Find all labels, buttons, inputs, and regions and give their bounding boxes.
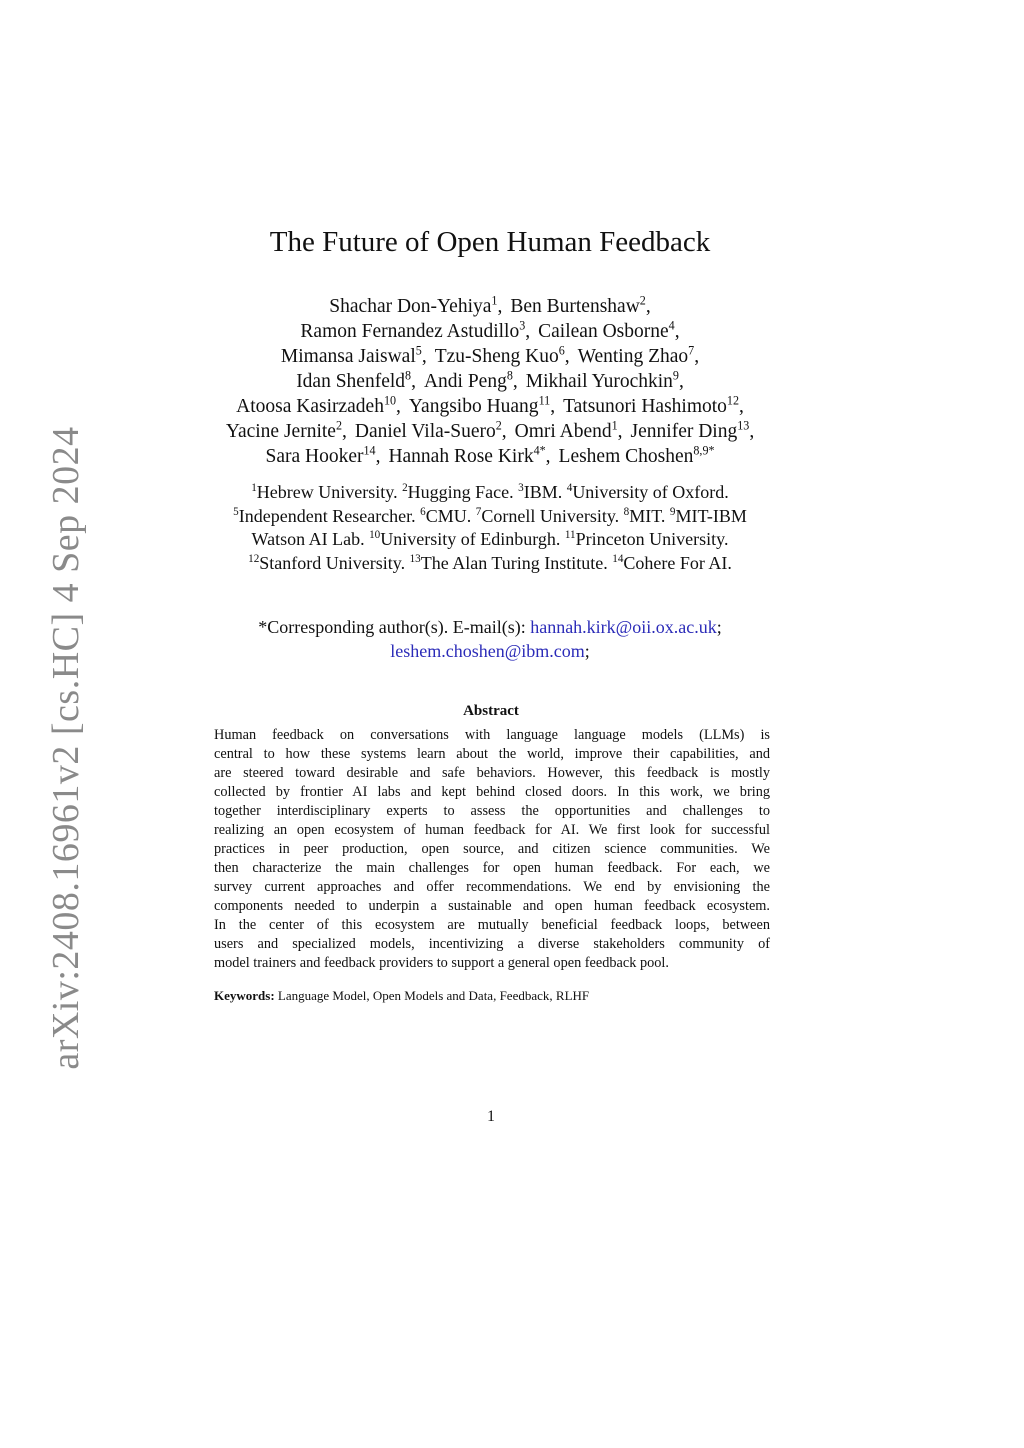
author-name: Cailean Osborne	[538, 321, 669, 342]
email-link-leshem-choshen[interactable]: leshem.choshen@ibm.com	[390, 640, 585, 661]
affiliation-number: 13	[409, 552, 421, 565]
arxiv-identifier-text: arXiv:2408.16961v2 [cs.HC] 4 Sep 2024	[45, 426, 87, 1070]
author-affiliation-marker: 13	[737, 418, 750, 433]
author-name: Yacine Jernite	[225, 421, 336, 442]
abstract-line: practices in peer production, open source, and citizen science communities. We	[214, 841, 770, 857]
abstract-line: Human feedback on conversations with language language models (LLMs) is	[214, 727, 770, 743]
author-affiliation-marker: 2	[335, 418, 342, 433]
affiliation-name: Hebrew University.	[256, 482, 398, 502]
author-affiliation-marker: 1	[611, 418, 618, 433]
author-affiliation-marker: 4*	[533, 443, 546, 458]
author-line-3: Mimansa Jaiswal$^5$, Tzu-Sheng Kuo$^6$, Wenting Zhao$^7$,	[280, 343, 700, 367]
author-line-1: Shachar Don-Yehiya$^1$, Ben Burtenshaw$^2$,	[329, 293, 651, 317]
abstract-line: together interdisciplinary experts to assess the opportunities and challenges to	[214, 803, 770, 819]
author-affiliation-marker: 11	[538, 393, 551, 408]
affiliation-name: Stanford University.	[259, 552, 406, 573]
author-affiliation-marker: 12	[726, 393, 739, 408]
author-affiliation-marker: 3	[519, 318, 526, 333]
abstract-line: In the center of this ecosystem are mutually beneficial feedback loops, between	[214, 917, 770, 933]
affiliation-name: Cornell University.	[481, 505, 620, 526]
author-name: Yangsibo Huang	[408, 396, 539, 417]
author-line-2: Ramon Fernandez Astudillo$^3$, Cailean Osborne$^4$,	[300, 318, 680, 342]
email-link-hannah-kirk[interactable]: hannah.kirk@oii.ox.ac.uk	[530, 617, 717, 637]
author-affiliation-marker: 7	[688, 343, 695, 358]
affiliation-line-3	[150, 528, 830, 552]
affiliation-number: 10	[369, 529, 381, 542]
author-name: Idan Shenfeld	[296, 371, 406, 392]
author-line-6: Yacine Jernite$^2$, Daniel Vila-Suero$^2$, Omri Abend$^1$, Jennifer Ding$^{13}$,	[225, 418, 755, 442]
corresponding-authors	[150, 616, 830, 663]
author-affiliation-marker: 2	[639, 293, 646, 308]
author-affiliation-marker: 14	[363, 443, 376, 458]
affiliation-name: Watson AI Lab.	[251, 529, 365, 549]
author-affiliation-marker: 6	[558, 343, 565, 358]
author-affiliation-marker: 1	[491, 293, 498, 308]
author-name: Jennifer Ding	[630, 421, 738, 442]
affiliation-number: 8	[623, 505, 630, 518]
affiliation-name: IBM.	[523, 482, 563, 502]
author-affiliation-marker: 4	[668, 318, 675, 333]
affiliation-line-1	[150, 481, 830, 505]
author-affiliation-marker: 2	[495, 418, 502, 433]
abstract-line: central to how these systems learn about the world, improve their capabilities, and	[214, 746, 770, 762]
affiliation-name: The Alan Turing Institute.	[420, 552, 608, 573]
affiliation-number: 9	[669, 505, 676, 518]
affiliation-number: 5	[233, 505, 239, 518]
affiliation-name: Princeton University.	[575, 529, 729, 549]
affiliation-number: 12	[248, 552, 260, 565]
author-name: Omri Abend	[514, 421, 612, 442]
author-name: Atoosa Kasirzadeh	[236, 396, 384, 417]
abstract-line: collected by frontier AI labs and kept behind closed doors. In this work, we bring	[214, 784, 770, 800]
affiliation-number: 2	[402, 482, 408, 495]
author-name: Sara Hooker	[265, 446, 364, 467]
author-line-5: Atoosa Kasirzadeh$^{10}$, Yangsibo Huang$^{11}$, Tatsunori Hashimoto$^{12}$,	[236, 393, 744, 417]
author-line-4: Idan Shenfeld$^8$, Andi Peng$^8$, Mikhail Yurochkin$^9$,	[296, 368, 684, 392]
affiliation-number: 11	[564, 529, 576, 542]
affiliation-name: Independent Researcher.	[238, 505, 416, 526]
author-name: Ben Burtenshaw	[510, 296, 640, 317]
corresponding-prefix: *Corresponding author(s). E-mail(s):	[258, 617, 526, 637]
affiliation-line-2	[150, 505, 830, 529]
abstract-heading: Abstract	[463, 703, 519, 719]
affiliation-name: MIT-IBM	[675, 505, 747, 526]
keywords-text: Language Model, Open Models and Data, Feedback, RLHF	[277, 988, 590, 1003]
affiliation-number: 3	[518, 482, 524, 495]
author-name: Andi Peng	[423, 371, 507, 392]
author-affiliation-marker: 10	[383, 393, 397, 408]
author-name: Mimansa Jaiswal	[280, 346, 416, 367]
author-affiliation-marker: 9	[672, 368, 679, 383]
author-affiliation-marker: 5	[415, 343, 422, 358]
author-name: Wenting Zhao	[577, 346, 689, 367]
affiliation-name: University of Edinburgh.	[380, 529, 561, 549]
affiliation-number: 6	[420, 505, 426, 518]
keywords-label: Keywords:	[214, 988, 275, 1003]
affiliation-name: University of Oxford.	[572, 482, 729, 502]
author-name: Shachar Don-Yehiya	[329, 296, 492, 317]
author-name: Ramon Fernandez Astudillo	[300, 321, 520, 342]
author-affiliation-marker: 8	[506, 368, 513, 383]
page-number: 1	[487, 1108, 495, 1125]
author-name: Tzu-Sheng Kuo	[434, 346, 559, 367]
abstract-line: model trainers and feedback providers to support a general open feedback pool.	[214, 955, 669, 971]
abstract-body	[214, 726, 770, 973]
author-name: Daniel Vila-Suero	[354, 421, 496, 442]
author-name: Mikhail Yurochkin	[525, 371, 673, 392]
author-affiliation-marker: 8,9*	[693, 443, 715, 458]
affiliation-list	[150, 481, 830, 575]
affiliation-name: CMU.	[425, 505, 472, 526]
affiliation-number: 14	[612, 552, 624, 565]
author-list	[150, 294, 830, 469]
author-name: Tatsunori Hashimoto	[563, 396, 727, 417]
affiliation-number: 7	[475, 505, 482, 518]
abstract-line: survey current approaches and offer recommendations. We end by envisioning the	[214, 879, 770, 895]
affiliation-name: Hugging Face.	[407, 482, 514, 502]
email-separator: ;	[584, 640, 590, 661]
keywords	[214, 988, 770, 1004]
author-name: Leshem Choshen	[558, 446, 694, 467]
abstract-line: components needed to underpin a sustainable and open human feedback ecosystem.	[214, 898, 770, 914]
author-line-7: Sara Hooker$^{14}$, Hannah Rose Kirk$^{4*}$, Leshem Choshen$^{8,9*}$	[265, 443, 715, 467]
author-affiliation-marker: 8	[405, 368, 412, 383]
affiliation-number: 1	[251, 482, 257, 495]
affiliation-line-4	[150, 552, 830, 576]
affiliation-number: 4	[566, 482, 573, 495]
author-name: Hannah Rose Kirk	[388, 446, 534, 467]
corresponding-line-1	[150, 616, 830, 640]
abstract-line: are steered toward desirable and safe behaviors. However, this feedback is mostly	[214, 765, 770, 781]
email-separator: ;	[716, 617, 722, 637]
abstract-line: then characterize the main challenges for open human feedback. For each, we	[214, 860, 770, 876]
abstract-line: realizing an open ecosystem of human feedback for AI. We first look for successful	[214, 822, 770, 838]
paper-title: The Future of Open Human Feedback	[269, 226, 711, 258]
abstract-line: users and specialized models, incentivizing a diverse stakeholders community of	[214, 936, 770, 952]
affiliation-name: Cohere For AI.	[623, 552, 732, 573]
corresponding-line-2	[150, 640, 830, 664]
affiliation-name: MIT.	[629, 505, 666, 526]
